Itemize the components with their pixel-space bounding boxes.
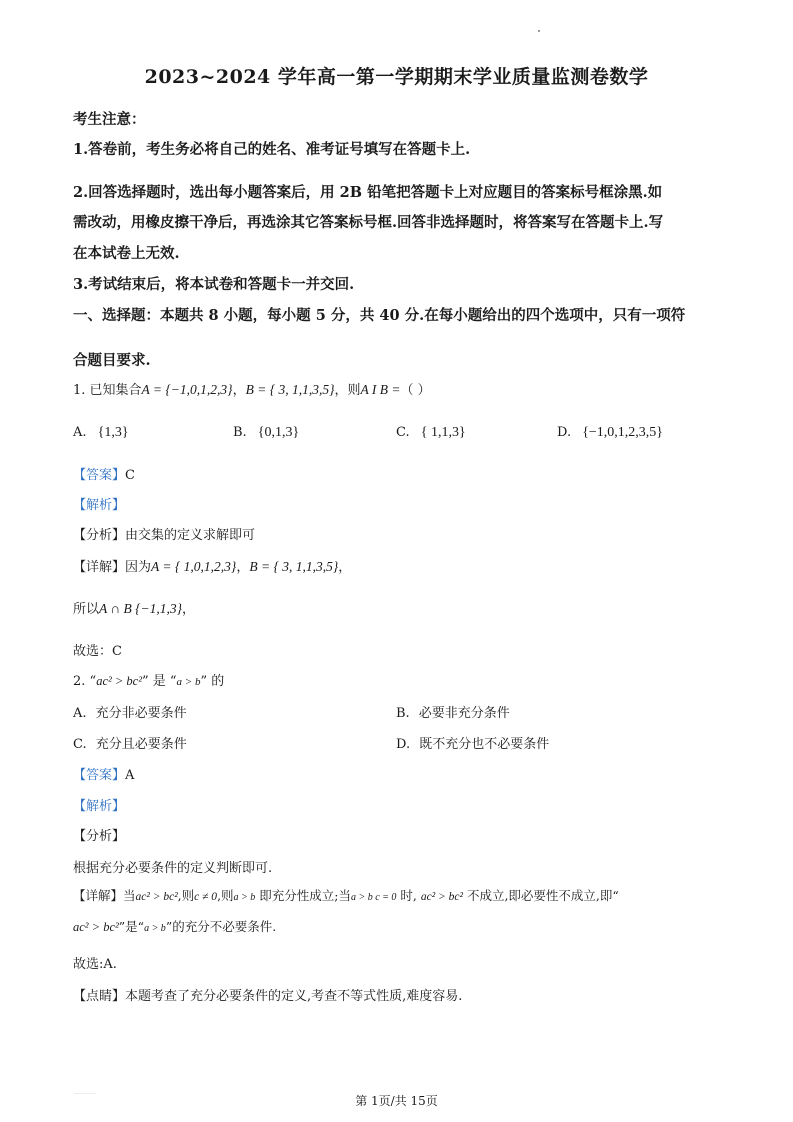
q1-option-a-text: {1,3}	[97, 425, 129, 440]
q1-option-a	[73, 421, 129, 441]
q1-option-b	[233, 421, 299, 441]
question-2-stem	[73, 670, 224, 689]
q2-option-d-label: D.	[396, 737, 411, 752]
q2-answer	[73, 764, 134, 783]
q2-comment-text: 本题考查了充分必要条件的定义,考查不等式性质,难度容易.	[125, 989, 463, 1004]
q2-detail-line-2-mid: ”是“	[118, 919, 145, 934]
q2-prefix: 2. “	[73, 674, 97, 689]
q1-detail-set-b: B = { 3, 1,1,3,5}	[249, 559, 339, 574]
section-heading-line-1: 一、选择题：本题共 8 小题，每小题 5 分，共 40 分.在每小题给出的四个选项中，只有一项符	[73, 307, 686, 324]
q1-option-b-label: B.	[233, 425, 247, 440]
q1-paren: （ ）	[400, 383, 431, 398]
q1-option-d-text: {−1,0,1,2,3,5}	[582, 425, 664, 440]
q1-choice: 故选：C	[73, 644, 122, 659]
q1-detail-comma: ，	[236, 560, 250, 575]
q2-detail-expr-4: a > b c = 0	[350, 892, 397, 903]
notice-heading: 考生注意：	[73, 111, 146, 128]
q2-detail-line-2-expr: ac² > bc²	[73, 920, 119, 934]
speck-dot	[538, 30, 540, 32]
q2-detail-tag: 【详解】	[73, 888, 124, 903]
q2-option-c	[73, 733, 187, 752]
q2-option-a-text: 充分非必要条件	[95, 706, 187, 721]
q2-detail-d1: 当	[123, 888, 136, 903]
q1-prefix: 1. 已知集合	[73, 383, 142, 398]
page-footer: 第 1页/共 15页	[355, 1094, 438, 1108]
q1-conclusion	[73, 598, 195, 617]
q2-comment-tag: 【点睛】	[73, 989, 126, 1004]
q1-so-end: ，	[182, 602, 196, 617]
q1-detail	[73, 556, 351, 575]
q2-detail-expr-3: a > b	[233, 892, 256, 903]
q2-option-b-label: B.	[396, 706, 410, 721]
q2-option-d-text: 既不充分也不必要条件	[419, 737, 550, 752]
q2-fenxi-text: 根据充分必要条件的定义判断即可.	[73, 861, 273, 876]
q1-option-c-label: C.	[396, 425, 410, 440]
q2-option-a	[73, 702, 187, 721]
q1-option-c	[396, 421, 466, 441]
notice-item-2-line-2: 需改动，用橡皮擦干净后，再选涂其它答案标号框.回答非选择题时，将答案写在答题卡上.写	[73, 214, 664, 231]
q1-detail-pre: 因为	[125, 560, 152, 575]
q2-detail-d5: 时,	[396, 888, 421, 903]
q2-option-b	[396, 702, 510, 721]
q2-detail-expr-1: ac² > bc²	[135, 891, 178, 903]
q2-option-c-label: C.	[73, 737, 87, 752]
q1-then: ，则	[334, 383, 361, 398]
q2-expression-2: a > b	[176, 676, 201, 688]
q1-option-d	[557, 421, 663, 441]
q2-option-b-text: 必要非充分条件	[418, 706, 510, 721]
q2-detail-d2: ,则	[177, 888, 195, 903]
notice-item-2-line-1: 2.回答选择题时，选出每小题答案后，用 2B 铅笔把答题卡上对应题目的答案标号框涂黑.如	[73, 184, 663, 201]
notice-item-3: 3.考试结束后，将本试卷和答题卡一并交回.	[73, 276, 355, 293]
section-heading-line-2: 合题目要求.	[73, 352, 151, 369]
q2-option-a-label: A.	[73, 706, 87, 721]
q2-choice: 故选:A.	[73, 957, 117, 972]
q2-detail-expr-5: ac² > bc²	[420, 891, 463, 903]
q2-detail-line-2-end: ”的充分不必要条件.	[165, 919, 277, 934]
q1-detail-end: ，	[338, 560, 352, 575]
notice-item-1: 1.答卷前，考生务必将自己的姓名、准考证号填写在答题卡上.	[73, 141, 471, 158]
q2-detail-line-1	[73, 886, 619, 904]
q2-detail-line-2-expr-2: a > b	[144, 923, 166, 934]
q1-detail-set-a: A = { 1,0,1,2,3}	[151, 559, 237, 574]
q1-fenxi	[73, 524, 255, 543]
q2-detail-d3: ,则	[217, 888, 234, 903]
notice-item-2-line-3: 在本试卷上无效.	[73, 245, 180, 262]
q1-detail-tag: 【详解】	[73, 560, 126, 575]
q2-comment	[73, 985, 462, 1004]
q2-answer-value: A	[125, 768, 135, 783]
q1-set-b: B = { 3, 1,1,3,5}	[245, 382, 335, 397]
q1-option-a-label: A.	[73, 425, 87, 440]
page-title: 2023~2024 学年高一第一学期期末学业质量监测卷数学	[144, 66, 649, 88]
q1-fenxi-text: 由交集的定义求解即可	[125, 528, 256, 543]
q2-mid: ” 是 “	[141, 674, 177, 689]
q1-so-expression: A ∩ B {−1,1,3}	[99, 601, 183, 616]
q1-so-pre: 所以	[73, 602, 100, 617]
q1-option-d-label: D.	[557, 425, 572, 440]
q1-answer-value: C	[125, 468, 135, 483]
q2-detail-d4: 即充分性成立;当	[255, 888, 351, 903]
q1-expression: A I B =	[360, 382, 401, 397]
q1-comma: ，	[232, 383, 246, 398]
q2-expression-1: ac² > bc²	[96, 674, 142, 688]
q2-detail-expr-2: c ≠ 0	[194, 891, 218, 903]
q1-option-b-text: {0,1,3}	[257, 425, 300, 440]
q1-fenxi-tag: 【分析】	[73, 528, 126, 543]
q2-option-d	[396, 733, 549, 752]
q1-set-a: A = {−1,0,1,2,3}	[141, 382, 233, 397]
q2-detail-d6: 不成立,即必要性不成立,即“	[462, 888, 619, 903]
q2-analysis-tag: 【解析】	[73, 799, 126, 814]
q1-option-c-text: { 1,1,3}	[420, 425, 466, 440]
q1-answer-tag: 【答案】	[73, 468, 126, 483]
question-1-stem	[73, 379, 431, 398]
q1-answer	[73, 464, 135, 483]
q2-fenxi-tag: 【分析】	[73, 829, 126, 844]
q1-analysis-tag: 【解析】	[73, 498, 126, 513]
q2-answer-tag: 【答案】	[73, 768, 126, 783]
q2-detail-line-2	[73, 917, 276, 935]
q2-option-c-text: 充分且必要条件	[95, 737, 187, 752]
q2-end: ” 的	[200, 674, 225, 689]
